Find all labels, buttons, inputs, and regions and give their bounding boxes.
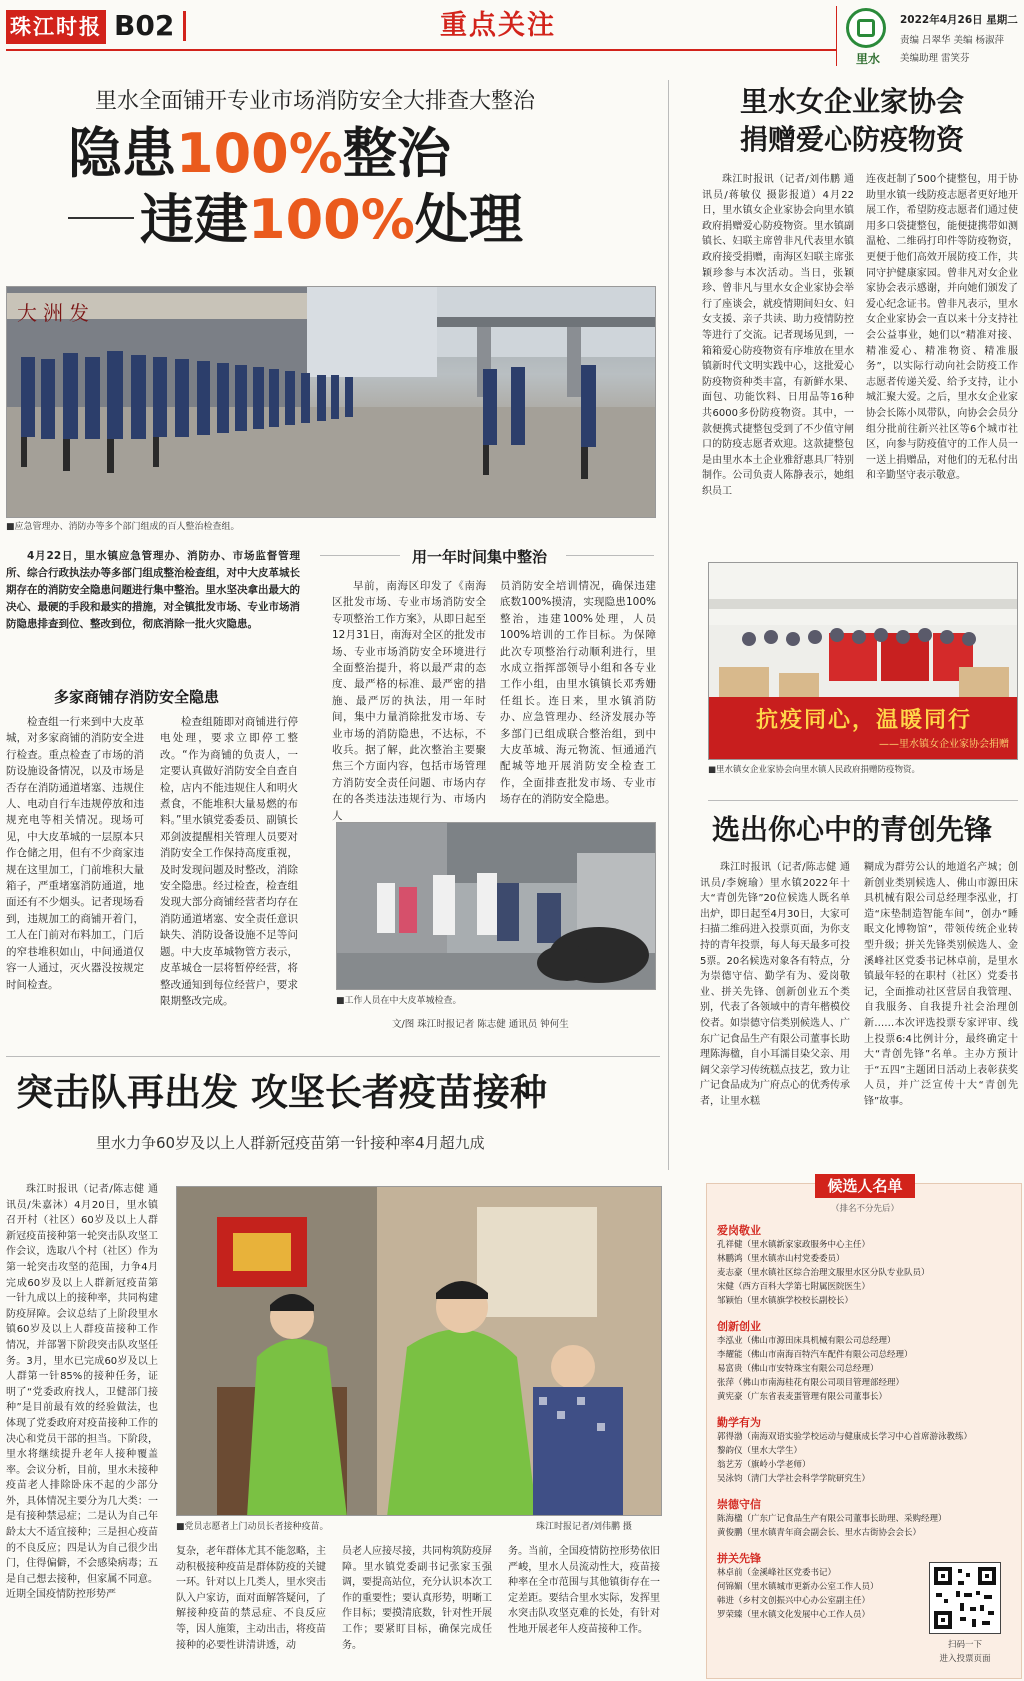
category-4: 崇德守信 (717, 1498, 761, 1511)
vaccine-body-col-3: 员老人应接尽接，共同构筑防疫屏障。里水镇党委副书记张家玉强调，要提高站位，充分认识本次工作的重要性；要认真形势，明晰工作目标；要摸清底数，针对性开展工作；要紧盯目标，确保完成任务。 (342, 1546, 492, 1651)
candidate-item: 孔祥健（里水镇新家家政服务中心主任） (717, 1240, 871, 1250)
women-headline-1: 里水女企业家协会 (740, 85, 965, 118)
youth-body-col-1: 珠江时报讯（记者/陈志健 通讯员/李婉瑜）里水镇2022年十大“青创先锋”20位候选人既名单出炉，即日起至4月30日，大家可扫描二维码进入投票页面，为你支持的青年投票，每人每天最多可投5票。20名候选对象各有特点，分为崇德守信、勤学有为、爱岗敬业、拼关先锋、创新创业五个类别，代表了各领域中的青年楷模佼佼者。如崇德守信类别候选人、广东广记食品生产有限公司董事长助理陈海楹，自小耳濡目染父亲、用阔父亲学习传统糕点技艺，致力让广记食品成为广府点心的优秀传承者，让里水糕 (700, 862, 850, 1107)
masthead (0, 0, 1024, 72)
qr-caption-2: 进入投票页面 (939, 1654, 991, 1664)
qr-code-icon (930, 1563, 1000, 1633)
youth-body-col-2: 糊成为群劳公认的地道名产城；创新创业类别候选人、佛山市源田床具机械有限公司总经理李泓业，打造“床垫制造智能车间”，创办“睡眠文化博物馆”，带领传统企业转型升级；拼关先锋类别候选人、金溪峰社区党委书记林卓前，是里水镇最年轻的在职村（社区）党委书记，全面推动社区营居自我管理、自我服务、自我提升社会治理创新……本次评选投票专家评审、线上投票6:4比例计分，最终确定十大“青创先锋”名单。主办方预计于“五四”主题团日活动上表彰获奖人员，并广泛宣传十大“青创先锋”故事。 (864, 862, 1018, 1107)
candidate-box (706, 1177, 1022, 1679)
editors-line-2: 美编助理 雷笑芬 (900, 53, 970, 64)
vaccine-body-col-4: 务。当前，全国疫情防控形势依旧严峻，里水人员流动性大，疫苗接种率在全市范围与其他镇街存在一定差距。要结合里水实际，发挥里水突击队攻坚克难的长处，有针对性地开展老年人疫苗接种工作。 (508, 1546, 660, 1635)
column-title: 重点关注 (440, 10, 556, 41)
category-5: 拼关先锋 (717, 1552, 761, 1565)
candidate-item: 邹颖怡（里水镇旗学校校长副校长） (717, 1296, 854, 1306)
donation-banner: 抗疫同心，温暖同行 (755, 707, 972, 733)
photo-vaccine-visit (176, 1186, 662, 1516)
donation-banner-sub: ——里水镇女企业家协会捐赠 (879, 739, 1009, 750)
candidate-item: 林鹏鸿（里水镇赤山村党委委员） (717, 1254, 845, 1264)
candidate-box-title: 候选人名单 (815, 1174, 915, 1198)
fire-body-col-3: 早前，南海区印发了《南海区批发市场、专业市场消防安全专项整治工作方案》，从即日起至12月31日，南海对全区的批发市场、专业市场消防安全环境进行全面整治提升，将以最严肃的态度、最严格的标准、最严密的措施、最严厉的执法，用一年时间，集中力量消除批发市场、专业市场的消防隐患，不达标，不收兵。据了解，此次整治主要聚焦三个方面内容，包括市场管理方消防安全责任问题、市场内存在的各类违法违规行为、市场内人 (332, 580, 486, 822)
market-sign: 大洲发 (17, 301, 95, 325)
vote-qr-code[interactable] (929, 1562, 1001, 1634)
editors-line: 责编 吕翠华 美编 杨淑萍 (900, 35, 1005, 46)
category-5-list (717, 1566, 927, 1622)
fire-body-col-2: 检查组随即对商铺进行停电处理，要求立即停工整改。“作为商铺的负责人，一定要认真做好消防安全自查自检，店内不能违规住人和明火煮食，不能堆积大量易燃的布料。”里水镇党委委员、副镇长邓剑波提醒相关管理人员要对消防安全工作保持高度重视，及时发现问题及时整改，消除安全隐患。经过检查，检查组发现大部分商铺经营者均存在消防通道堵塞、安全责任意识缺失、消防设备设施不足等问题。中大皮革城物管方表示，皮革城仓一层将暂停经营，将整改通知到每位经营户，要求限期整改完成。 (160, 716, 298, 1007)
vaccine-body-col-1: 珠江时报讯（记者/陈志健 通讯员/朱嘉沐）4月20日，里水镇召开村（社区）60岁及以上人群新冠疫苗接种第一轮突击队攻坚工作会议，选取八个村（社区）作为第一轮突击攻坚的范围，力争4月完成60岁及以上人群新冠疫苗第一针九成以上的接种率，共同构建防疫屏障。会议总结了上阶段里水镇60岁及以上人群疫苗接种工作情况，并部署下阶段突击队攻坚任务。3月，里水已完成60岁及以上人群第一针85%的接种任务，证明了“党委政府找人，卫健部门接种”是目前最有效的经验做法，也体现了党委政府对疫苗接种工作的决心和党员干部的担当。下阶段，里水将继续提升老年人接种覆盖率。会议分析，目前，里水未接种疫苗老人排除卧床不起的少部分外，具体情况主要分为几大类：一是有接种禁忌症；二是认为自己年龄太大不适宜接种；三是担心疫苗的不良反应；四是认为自己很少出门，住得偏僻，不会感染病毒；五是自己想去接种，但家属不同意。近期全国疫情防控形势严 (6, 1184, 158, 1601)
fire-byline: 文/图 珠江时报记者 陈志健 通讯员 钟何生 (392, 1019, 569, 1030)
photo-market-caption: ■工作人员在中大皮革城检查。 (336, 996, 462, 1006)
column-separator (668, 80, 669, 1170)
vaccine-headline: 突击队再出发 攻坚长者疫苗接种 (16, 1070, 547, 1114)
fire-headline-2: 违建100%处理 (140, 187, 523, 251)
market-scene (337, 823, 656, 990)
candidate-item: 黄宪豪（广东省表麦蛋管理有限公司董事长） (717, 1392, 888, 1402)
candidate-item: 陈海楹（广东广记食品生产有限公司董事长助理、采购经理） (717, 1514, 947, 1524)
candidate-item: 李耀能（佛山市南海百特汽车配件有限公司总经理） (717, 1350, 913, 1360)
vaccine-body-col-2: 复杂，老年群体尤其不能忽略，主动积极接种疫苗是群体防疫的关键一环。针对以上几类人，里水突击队入户家访，面对面解答疑问，了解接种疫苗的禁忌症、不良反应等，因人施策，主动出击，将疫苗接种的必要性讲清讲透，动 (176, 1546, 326, 1651)
category-2: 创新创业 (717, 1320, 761, 1333)
photo-market-inspection (336, 822, 656, 990)
women-body-col-2: 连夜赶制了500个捷整包，用于协助里水镇一线防疫志愿者更好地开展工作，希望防疫志愿者们通过使用多口袋捷整包，能便捷携带如测温枪、二维码打印件等防疫物资，更便于他们高效开展防疫工作，共同守护健康家园。曾非凡对女企业家协会表示感谢，并向她们颁发了爱心纪念证书。曾非凡表示，里水女企业家协会一直以来十分支持社会公益事业，她们以“精准对接、精准爱心、精准物资、精准服务”，以实际行动向社会防疫工作志愿者传递关爱、给予支持，让小城汇聚大爱。之后，里水女企业家协会长陈小凤带队，向协会会员分组分批前往新兴社区等6个城市社区，向参与防疫值守的工作人员一一送上捐赠品，对他们的无私付出和辛勤坚守表示敬意。 (866, 174, 1018, 482)
inspection-scene (7, 287, 656, 518)
masthead-vline (836, 6, 837, 66)
lishui-logo-icon (846, 8, 886, 48)
candidate-item: 李泓业（佛山市源田床具机械有限公司总经理） (717, 1336, 896, 1346)
fire-subheading-1: 多家商铺存消防安全隐患 (54, 688, 220, 706)
women-headline-2: 捐赠爱心防疫物资 (740, 123, 965, 156)
candidate-item: 林卓前（金溪峰社区党委书记） (717, 1568, 837, 1578)
photo-donation-caption: ■里水镇女企业家协会向里水镇人民政府捐赠防疫物资。 (708, 765, 921, 775)
category-1-list (717, 1238, 930, 1308)
masthead-rule (6, 49, 836, 51)
candidate-item: 翁艺芳（旗岭小学老师） (717, 1460, 811, 1470)
category-1: 爱岗敬业 (717, 1224, 761, 1237)
vaccine-scene (177, 1187, 662, 1516)
paper-logo: 珠江时报 (6, 10, 106, 44)
lishui-logo-text: 里水 (855, 52, 880, 66)
photo-donation (708, 562, 1018, 760)
photo-inspection-caption: ■应急管理办、消防办等多个部门组成的百人整治检查组。 (6, 522, 240, 532)
candidate-item: 张萍（佛山市南海桂花有限公司项目管理部经理） (717, 1378, 905, 1388)
fire-kicker: 里水全面铺开专业市场消防安全大排查大整治 (95, 89, 536, 114)
category-2-list (717, 1334, 913, 1404)
page-number: B02 (114, 9, 175, 42)
fire-headline-1: 隐患100%整治 (68, 121, 451, 185)
issue-date: 2022年4月26日 星期二 (900, 14, 1018, 26)
photo-vaccine-caption: ■党员志愿者上门动员长者接种疫苗。 (176, 1522, 329, 1532)
photo-inspection-team (6, 286, 656, 518)
candidate-item: 易富贵（佛山市安特珠宝有限公司总经理） (717, 1364, 879, 1374)
candidate-item: 何锦媚（里水镇城市更新办公室工作人员） (717, 1582, 879, 1592)
fire-body-col-4: 员消防安全培训情况，确保违建底数100%摸清，实现隐患100%整治，违建100%处理，人员100%培训的工作目标。为保障此次专项整治行动顺利进行，里水成立指挥部领导小组和各专业工作小组，由里水镇镇长邓秀姗任组长。连日来，里水镇消防办、应急管理办、经济发展办等多部门已组成联合整治组，到中大皮革城、海元物流、恒通通汽配城等地开展消防安全检查工作，全面排查批发市场、专业市场存在的消防安全隐患。 (500, 580, 656, 806)
masthead-bar (183, 11, 186, 41)
youth-headline: 选出你心中的青创先锋 (712, 813, 993, 846)
right-section-rule (708, 800, 1018, 801)
category-4-list (717, 1512, 947, 1540)
photo-vaccine-credit: 珠江时报记者/刘伟鹏 摄 (536, 1522, 632, 1532)
fire-lead-paragraph: 4月22日，里水镇应急管理办、消防办、市场监督管理所、综合行政执法办等多部门组成整治检查组，对中大皮革城长期存在的消防安全隐患问题进行集中整治。里水坚决拿出最大的决心、最硬的手段和最实的措施，对全镇批发市场、专业市场消防隐患排查到位、整改到位，彻底消除一批火灾隐患。 (6, 550, 300, 630)
fire-body-col-1: 检查组一行来到中大皮革城，对多家商铺的消防安全进行检查。重点检查了市场的消防设施设备情况，以及市场是否存在消防通道堵塞、违规住人、电动自行车违规停放和违规充电等相关情况。现场可见，中大皮革城的一层原本只作仓储之用，但有不少商家违规在这里加工，门前堆积大量箱子，严重堵塞消防通道，地面还有不少烟头。记者现场看到，违规加工的商铺开着门，工人在门前对布料加工，门后的窄巷堆积如山，中间通道仅容一人通过，灭火器没按规定时间检查。 (6, 716, 144, 991)
fire-headline-rule (68, 217, 134, 219)
vaccine-kicker: 里水力争60岁及以上人群新冠疫苗第一针接种率4月超九成 (96, 1134, 485, 1152)
women-body-col-1: 珠江时报讯（记者/刘伟鹏 通讯员/蒋敏仪 摄影报道）4月22日，里水镇女企业家协会向里水镇政府捐赠爱心防疫物资。里水镇副镇长、妇联主席曾非凡代表里水镇政府接受捐赠，南海区妇联主席张颖珍参与本次活动。当日，张颖珍、曾非凡与里水女企业家协会举行了座谈会，就疫情期间妇女、妇女支援、亲子共读、助力疫情防控等进行了交流。记者现场见到，一箱箱爱心防疫物资有序堆放在里水镇新时代文明实践中心，这批爱心防疫物资种类丰富，有新鲜水果、面包、功能饮料、日用品等16种共6000多份防疫物资。其中，一款便携式捷整包受到了不少值守闸口的防疫志愿者欢迎。这款捷整包是由里水本土企业雅舒惠具厂特别制作。公司负责人陈静表示，她组织员工 (702, 174, 854, 497)
qr-caption-1: 扫码一下 (947, 1640, 982, 1650)
category-3: 勤学有为 (717, 1416, 761, 1429)
candidate-box-note: （排名不分先后） (830, 1204, 899, 1214)
candidate-item: 吴泳钧（清门大学社会科学学院研究生） (717, 1474, 871, 1484)
candidate-item: 黎韵仪（里水大学生） (717, 1446, 803, 1456)
category-3-list (717, 1430, 972, 1486)
fire-subheading-rule (320, 555, 400, 556)
vaccine-top-rule (6, 1056, 660, 1057)
candidate-item: 郭得渤（南海双语实验学校运动与健康成长学习中心首席游泳教练） (717, 1432, 973, 1442)
candidate-item: 宋健（西方百科大学第七附属医院医生） (717, 1282, 871, 1292)
candidate-item: 韩进（乡村文创振兴中心办公室副主任） (717, 1596, 871, 1606)
candidate-item: 麦志豪（里水镇社区综合治理文服里水区分队专业队员） (717, 1268, 930, 1278)
fire-subheading-2: 用一年时间集中整治 (412, 548, 548, 566)
fire-subheading-rule-right (566, 555, 654, 556)
candidate-item: 罗荣臻（里水镇文化发展中心工作人员） (717, 1610, 871, 1620)
candidate-item: 黄俊鹏（里水镇青年商会副会长、里水古街协会会长） (717, 1528, 922, 1538)
